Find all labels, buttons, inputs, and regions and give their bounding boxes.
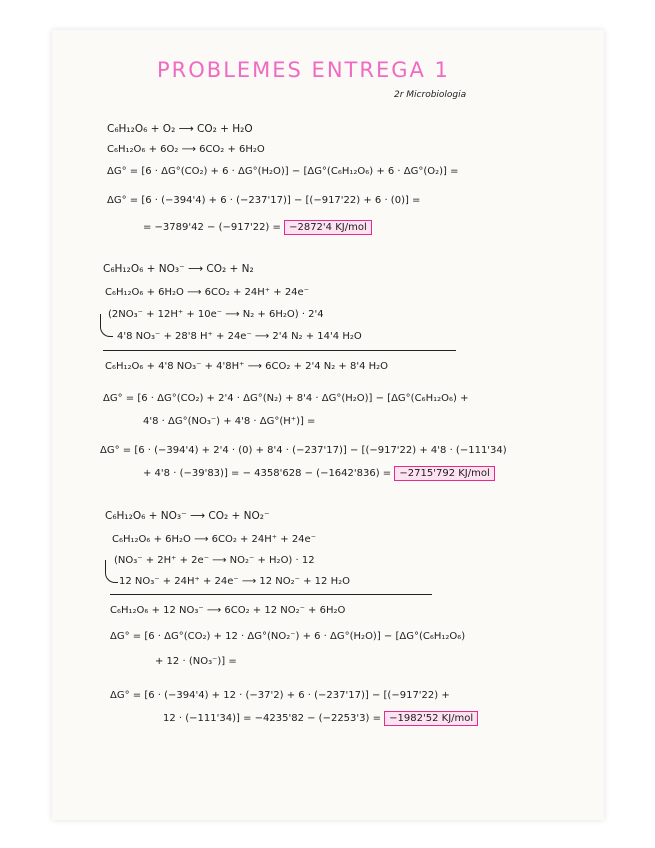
p3-reduction-scaled: 12 NO₃⁻ + 24H⁺ + 24e⁻ ⟶ 12 NO₂⁻ + 12 H₂O (119, 576, 350, 587)
p2-sum-line (103, 350, 456, 351)
p3-global: C₆H₁₂O₆ + 12 NO₃⁻ ⟶ 6CO₂ + 12 NO₂⁻ + 6H₂O (110, 605, 346, 616)
p2-dg-calc (143, 466, 495, 481)
curved-arrow-icon (100, 314, 113, 337)
p2-oxidation: C₆H₁₂O₆ + 6H₂O ⟶ 6CO₂ + 24H⁺ + 24e⁻ (105, 287, 309, 298)
page-subtitle: 2r Microbiologia (394, 90, 467, 100)
p3-result-box: −1982'52 KJ/mol (384, 711, 478, 726)
p1-dg-calc-text: = −3789'42 − (−917'22) = (143, 222, 281, 233)
p2-dg-formula: ΔG° = [6 · ΔG°(CO₂) + 2'4 · ΔG°(N₂) + 8'4 · ΔG°(H₂O)] − [ΔG°(C₆H₁₂O₆) + (103, 393, 469, 404)
page-title: PROBLEMES ENTREGA 1 (157, 58, 450, 82)
p1-result-box: −2872'4 KJ/mol (284, 220, 372, 235)
p3-dg-formula: ΔG° = [6 · ΔG°(CO₂) + 12 · ΔG°(NO₂⁻) + 6 · ΔG°(H₂O)] − [ΔG°(C₆H₁₂O₆) (110, 631, 466, 642)
p2-reduction: (2NO₃⁻ + 12H⁺ + 10e⁻ ⟶ N₂ + 6H₂O) · 2'4 (108, 309, 324, 320)
p3-dg-calc (163, 711, 478, 726)
curved-arrow-icon (105, 560, 118, 583)
p2-dg-formula-cont: 4'8 · ΔG°(NO₃⁻) + 4'8 · ΔG°(H⁺)] = (143, 416, 316, 427)
p1-reaction: C₆H₁₂O₆ + O₂ ⟶ CO₂ + H₂O (107, 123, 253, 135)
p1-dg-formula: ΔG° = [6 · ΔG°(CO₂) + 6 · ΔG°(H₂O)] − [ΔG°(C₆H₁₂O₆) + 6 · ΔG°(O₂)] = (107, 166, 459, 177)
p3-dg-calc-text: 12 · (−111'34)] = −4235'82 − (−2253'3) = (163, 713, 381, 724)
p2-reaction: C₆H₁₂O₆ + NO₃⁻ ⟶ CO₂ + N₂ (103, 263, 254, 275)
p3-dg-formula-cont: + 12 · (NO₃⁻)] = (155, 656, 237, 667)
p3-dg-substitution: ΔG° = [6 · (−394'4) + 12 · (−37'2) + 6 · (−237'17)] − [(−917'22) + (110, 690, 450, 701)
p1-dg-calc (143, 220, 372, 235)
p3-sum-line (110, 594, 432, 595)
p1-balanced: C₆H₁₂O₆ + 6O₂ ⟶ 6CO₂ + 6H₂O (107, 144, 265, 155)
p3-oxidation: C₆H₁₂O₆ + 6H₂O ⟶ 6CO₂ + 24H⁺ + 24e⁻ (112, 534, 316, 545)
p1-dg-substitution: ΔG° = [6 · (−394'4) + 6 · (−237'17)] − [(−917'22) + 6 · (0)] = (107, 195, 421, 206)
p2-global: C₆H₁₂O₆ + 4'8 NO₃⁻ + 4'8H⁺ ⟶ 6CO₂ + 2'4 N₂ + 8'4 H₂O (105, 361, 389, 372)
p3-reaction: C₆H₁₂O₆ + NO₃⁻ ⟶ CO₂ + NO₂⁻ (105, 510, 270, 522)
p2-result-box: −2715'792 KJ/mol (394, 466, 494, 481)
p2-dg-calc-text: + 4'8 · (−39'83)] = − 4358'628 − (−1642'836) = (143, 468, 392, 479)
p2-reduction-scaled: 4'8 NO₃⁻ + 28'8 H⁺ + 24e⁻ ⟶ 2'4 N₂ + 14'4 H₂O (117, 331, 362, 342)
p3-reduction: (NO₃⁻ + 2H⁺ + 2e⁻ ⟶ NO₂⁻ + H₂O) · 12 (114, 555, 315, 566)
p2-dg-substitution: ΔG° = [6 · (−394'4) + 2'4 · (0) + 8'4 · (−237'17)] − [(−917'22) + 4'8 · (−111'34) (100, 445, 507, 456)
